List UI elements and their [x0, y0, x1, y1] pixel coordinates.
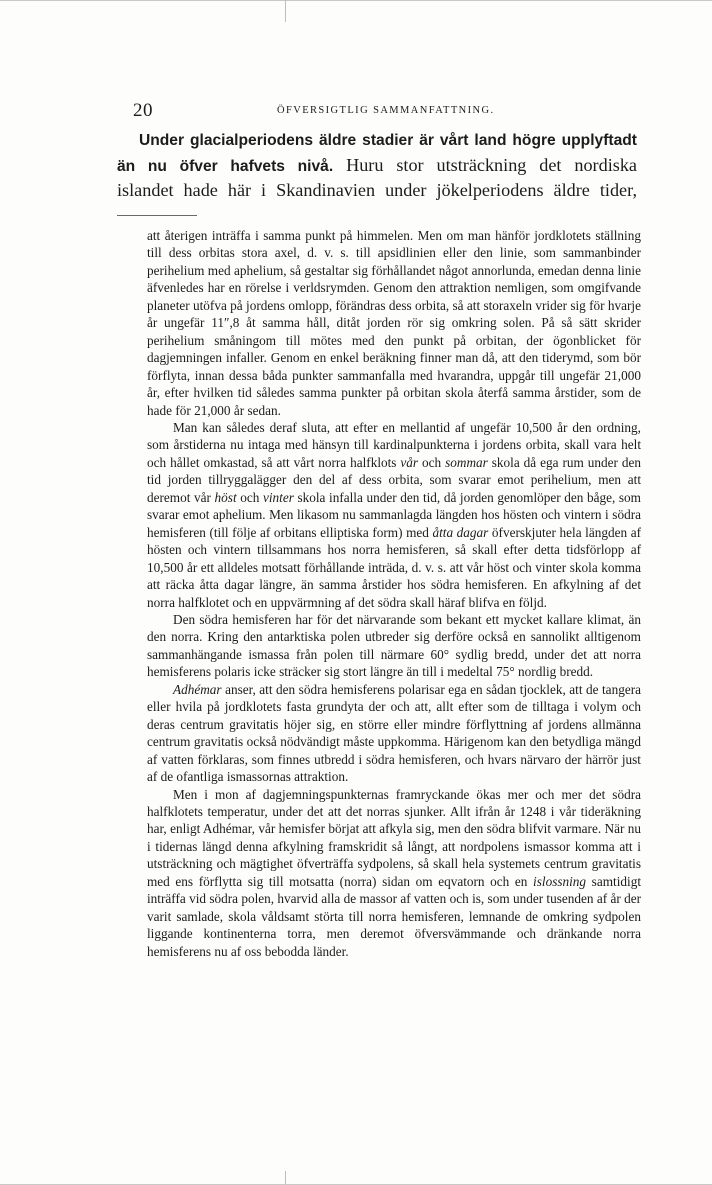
intro-paragraph: [117, 127, 637, 204]
intro-bold-lead-2: än nu öfver hafvets nivå.: [117, 157, 334, 175]
p5-text-a: Men i mon af dagjemningspunkternas framryckande ökas mer och mer det södra halfklotets temperatur, under det att det norras sjunker. Allt ifrån år 1248 i vår tideräkning har, enligt Adhémar, vår hemisfer börjat att afkyla sig, men den södra blifvit varmare. När nu i tidernas längd denna afkylning framskridit så långt, att nordpolens ismassor komma att i utsträckning och mägtighet öfverträffa sydpolens, så skall hela systemets centrum gravitatis med ens förflytta sig till motsatta (norra) sidan om eqvatorn och en: [147, 786, 641, 889]
intro-line-2: [117, 153, 637, 179]
scan-mark-top: [285, 0, 286, 22]
p2-text-d: och: [236, 489, 263, 505]
running-title: ÖFVERSIGTLIG SAMMANFATTNING.: [277, 105, 495, 116]
p2-text-e: skola infalla under den tid, då jorden genomlöper den båge, som svarar emot aphelium. Men likasom nu sammanlagda längden hos hösten och vintern i södra hemisferen (till följe af orbitans elliptiska form) med: [147, 489, 641, 540]
footnote-paragraph-4: [147, 681, 641, 786]
p2-italic-var: vår: [400, 454, 419, 470]
scan-mark-bottom: [285, 1171, 286, 1185]
p5-italic-islossning: islossning: [533, 873, 587, 889]
p4-text: anser, att den södra hemisferens polarisar ega en sådan tjocklek, att de tangera eller hvila på jordklotets fasta grundyta der och att, allt efter som de tilltaga i volym och deras centrum gravitatis höjer sig, en större eller mindre förflyttning af jordens allmänna centrum gravitatis också nödvändigt måste uppkomma. Härigenom kan den betydliga mängd af vatten förklaras, som finnes utbredd i södra hemisferen, och hvars närvaro der härrör just af de ofantliga ismassornas attraktion.: [147, 681, 641, 785]
footnote-divider: [117, 215, 197, 216]
intro-line-3: islandet hade här i Skandinavien under jökelperiodens äldre tider,: [117, 180, 637, 200]
page-header: [133, 100, 639, 122]
intro-line-1: [117, 127, 637, 153]
page-top-edge: [0, 0, 712, 1]
footnote-block: [147, 227, 641, 960]
p5-text-b: samtidigt inträffa vid södra polen, hvarvid alla de massor af vatten och is, som under tusenden af år der varit samlade, skola våldsamt störta till norra hemisferen, lemnande de omkring sydpolen liggande kontinenterna torra, men deremot öfversvämmande och dränkande norra hemisferens nu af oss bebodda länder.: [147, 873, 641, 959]
p2-text-f: öfverskjuter hela längden af hösten och vintern tillsammans hos norra hemisferen, så skall efter detta tidsförlopp af 10,500 år ett alldeles motsatt förhållande inträda, d. v. s. att vår höst och vinter skola komma att räcka åtta dagar längre, än samma årstider hos södra hemisferen. En afkylning af det norra halfklotet och en uppvärmning af det södra skall häraf blifva en följd.: [147, 524, 641, 610]
footnote-paragraph-2: [147, 419, 641, 611]
footnote-paragraph-3: Den södra hemisferen har för det närvarande som bekant ett mycket kallare klimat, än den norra. Kring den antarktiska polen utbreder sig derföre också en sannolikt alltigenom sammanhängande ismassa från polen till närmare 60° sydlig bredd, under det att norra hemisferens polaris icke sträcker sig stort längre än till i medeltal 75° nordlig bredd.: [147, 611, 641, 680]
footnote-paragraph-1: att återigen inträffa i samma punkt på himmelen. Men om man hänför jordklotets ställning till dess orbitas stora axel, d. v. s. till apsidlinien eller den linie, som sammanbinder perihelium med aphelium, så gestaltar sig förhållandet något annorlunda, emedan denna linie äfvenledes har en rörelse i verldsrymden. Genom den attraktion nemligen, som omgifvande planeter utöfva på jordens omlopp, förändras dess orbita, så att storaxeln vrider sig för hvarje år ungefär 11″,8 åt samma håll, ditåt jorden rör sig omkring solen. På så sätt skrider perihelium småningom till mötes med den punkt på orbitan, der ögonblicket för dagjemningen infaller. Genom en enkel beräkning finner man då, att den tiderymd, som bör förflyta, innan dessa båda punkter sammanfalla med hvarandra, uppgår till ungefär 21,000 år, efter hvilken tid således samma punkter på orbitan skola återfå samma årstider, som de hade för 21,000 år sedan.: [147, 228, 641, 418]
page-number: 20: [133, 100, 153, 121]
intro-text-2: Huru stor utsträckning det nordiska: [333, 154, 638, 175]
intro-bold-lead-1: Under glacialperiodens äldre stadier är vårt land högre upplyftadt: [139, 132, 637, 149]
p4-italic-adhemar: Adhémar: [173, 681, 222, 697]
p2-italic-sommar: sommar: [445, 454, 488, 470]
p2-text-c: skola då ega rum under den tid jorden tillryggalägger den del af dess orbita, som svarar emot perihelium, men att deremot vår: [147, 454, 641, 505]
p2-italic-vinter: vinter: [262, 489, 294, 505]
footnote-paragraph-5: [147, 786, 641, 961]
p2-text-b: och: [418, 454, 446, 470]
p2-italic-atta-dagar: åtta dagar: [432, 524, 489, 540]
p2-text-a: Man kan således deraf sluta, att efter en mellantid af ungefär 10,500 år den ordning, som årstiderna nu intaga med hänsyn till kardinalpunkterna i jordens orbita, skall vara helt och hållet omkastad, så att vårt norra halfklots: [147, 419, 641, 470]
p2-italic-host: höst: [214, 489, 237, 505]
